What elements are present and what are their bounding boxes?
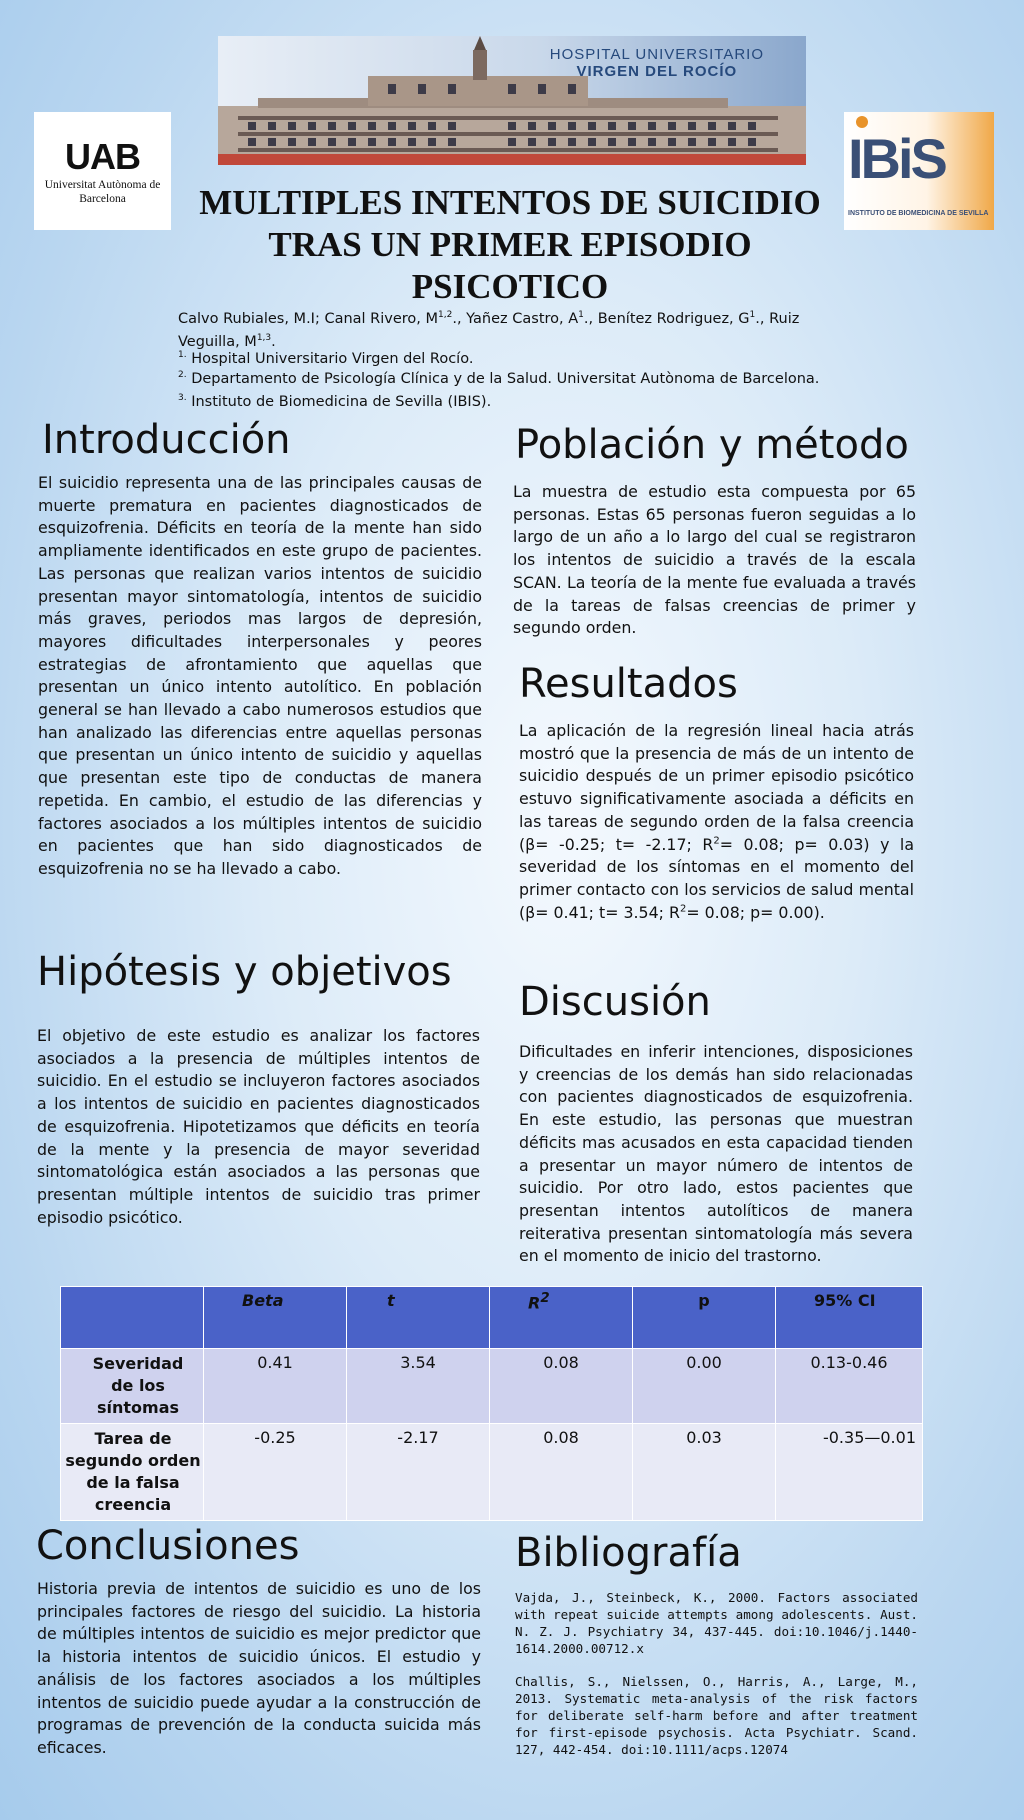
table-row-label: Severidad de los síntomas: [61, 1349, 204, 1424]
table-cell-t: 3.54: [347, 1349, 490, 1424]
hospital-logo-line2: VIRGEN DEL ROCÍO: [576, 63, 738, 80]
authors: [178, 306, 858, 352]
poster-title-line1: MULTIPLES INTENTOS DE SUICIDIO: [199, 183, 821, 222]
conclusiones-heading: Conclusiones: [36, 1523, 300, 1569]
resultados-sup-1: 2: [713, 835, 720, 847]
authors-sup-2: 1: [578, 310, 584, 320]
table-header-ci: 95% CI: [776, 1287, 923, 1349]
poblacion-body: La muestra de estudio esta compuesta por 65 personas. Estas 65 personas fueron seguidas a lo largo de un año a lo largo del cual se registraron los intentos de suicidio a través de la escala SCAN. La teoría de la mente fue evaluada a través de la tareas de falsas creencias de primer y segundo orden.: [513, 482, 916, 638]
bibliografia-heading: Bibliografía: [515, 1530, 742, 1576]
table-cell-r2: 0.08: [490, 1424, 633, 1521]
resultados-body-c: = 0.08; p= 0.00).: [686, 902, 825, 922]
uab-logo-letters: UAB: [65, 136, 140, 177]
poster-title: [180, 182, 840, 308]
table-cell-t: -2.17: [347, 1424, 490, 1521]
hospital-logo: [218, 36, 806, 165]
introduccion-body: El suicidio representa una de las principales causas de muerte prematura en pacientes diagnosticados de esquizofrenia. Déficits en teoría de la mente han sido ampliamente identificados en este grupo de pacientes. Las personas que realizan varios intentos de suicidio presentan mayor sintomatología, intentos de suicidio más graves, periodos mas largos de depresión, mayores dificultades interpersonales y peores estrategias de afrontamiento que aquellas que presentan un único intento autolítico. En población general se han llevado a cabo numerosos estudios que han analizado las diferencias entre aquellas personas que presentan un único intento de suicidio y aquellas que presentan este tipo de conductas de manera repetida. En cambio, el estudio de las diferencias y factores asociados a los múltiples intentos de suicidio en pacientes que han sido diagnosticados de esquizofrenia no se ha llevado a cabo.: [38, 473, 482, 878]
uab-logo: [34, 112, 171, 230]
affiliation-2: [178, 366, 819, 389]
affiliation-1-mark: 1.: [178, 350, 187, 360]
hipotesis-heading: Hipótesis y objetivos: [37, 949, 452, 995]
table-row-label: Tarea de segundo orden de la falsa creencia: [61, 1424, 204, 1521]
table-cell-ci: -0.35—0.01: [776, 1424, 923, 1521]
authors-text-4: ., Ruiz Veguilla, M: [178, 310, 800, 350]
authors-text-5: .: [271, 333, 276, 350]
hospital-logo-text: [550, 46, 764, 80]
table-cell-ci: 0.13-0.46: [776, 1349, 923, 1424]
hipotesis-body: El objetivo de este estudio es analizar los factores asociados a la presencia de múltiples intentos de suicidio. En el estudio se incluyeron factores asociados a los intentos de suicidio en pacientes diagnosticados de esquizofrenia. Hipotetizamos que déficits en teoría de la mente y la presencia de mayor severidad sintomatológica están asociados a las personas que presentan múltiple intentos de suicidio tras primer episodio psicótico.: [37, 1026, 480, 1227]
reference-item-1: Vajda, J., Steinbeck, K., 2000. Factors associated with repeat suicide attempts among adolescents. Aust. N. Z. J. Psychiatry 34, 437-445. doi:10.1046/j.1440-1614.2000.00712.x: [515, 1590, 918, 1656]
table-header-r: R: [528, 1293, 541, 1313]
hospital-logo-line1: HOSPITAL UNIVERSITARIO: [549, 46, 764, 63]
introduccion-heading: Introducción: [42, 417, 291, 463]
affiliation-2-mark: 2.: [178, 370, 187, 380]
table-row: [61, 1349, 923, 1424]
resultados-body-b: = 0.08; p= 0.03) y la severidad de los síntomas en el momento del primer contacto con los servicios de salud mental (β= 0.41; t= 3.54; R: [519, 834, 914, 922]
table-header-r2: [490, 1287, 633, 1349]
ibis-logo: [844, 112, 994, 230]
resultados-body-a: La aplicación de la regresión lineal hacia atrás mostró que la presencia de más de un intento de suicidio después de un primer episodio psicótico estuvo significativamente asociada a déficits en las tareas de segundo orden de la falsa creencia (β= -0.25; t= -2.17; R: [519, 721, 914, 854]
resultados-sup-2: 2: [679, 903, 687, 915]
resultados-heading: Resultados: [519, 661, 738, 707]
poblacion-heading: Población y método: [515, 422, 909, 468]
discusion-body: Dificultades en inferir intenciones, disposiciones y creencias de los demás han sido relacionadas con pacientes diagnosticados de esquizofrenia. En este estudio, las personas que muestran déficits mas acusados en esta capacidad tienden a presentar un mayor número de intentos de suicidio. Por otro lado, estos pacientes que presentan intentos autolíticos de manera reiterativa presentan sintomatología más severa en el momento de inicio del trastorno.: [519, 1042, 913, 1266]
affiliation-2-text: Departamento de Psicología Clínica y de la Salud. Universitat Autònoma de Barcelona.: [191, 370, 820, 387]
ibis-logo-mark: IBiS: [848, 127, 945, 190]
authors-sup-4: 1,3: [256, 332, 272, 343]
table-row: [61, 1424, 923, 1521]
affiliation-3: [178, 389, 491, 412]
poster-title-line3: PSICOTICO: [411, 267, 609, 306]
table-header-p: p: [633, 1287, 776, 1349]
authors-text-1: Calvo Rubiales, M.I; Canal Rivero, M: [178, 310, 439, 327]
poster-title-line2: TRAS UN PRIMER EPISODIO: [268, 225, 752, 264]
table-cell-beta: 0.41: [204, 1349, 347, 1424]
reference-item-2: Challis, S., Nielssen, O., Harris, A., Large, M., 2013. Systematic meta-analysis of the risk factors for deliberate self-harm before and after treatment for first-episode psychosis. Acta Psychiatr. Scand. 127, 442-454. doi:10.1111/acps.12074: [515, 1674, 918, 1757]
table-header-row: [61, 1287, 923, 1349]
affiliation-1-text: Hospital Universitario Virgen del Rocío.: [191, 350, 474, 367]
authors-text-2: ., Yañez Castro, A: [452, 310, 579, 327]
table-header-r-sup: 2: [540, 1291, 550, 1306]
affiliation-3-mark: 3.: [178, 393, 187, 403]
authors-text-3: ., Benítez Rodriguez, G: [583, 310, 750, 327]
resultados-body: [519, 720, 914, 924]
affiliation-3-text: Instituto de Biomedicina de Sevilla (IBIS).: [191, 393, 492, 410]
authors-sup-3: 1: [749, 310, 756, 320]
results-table: [60, 1286, 923, 1521]
table-header-beta: Beta: [204, 1287, 347, 1349]
table-cell-beta: -0.25: [204, 1424, 347, 1521]
table-header-t: t: [347, 1287, 490, 1349]
table-cell-p: 0.03: [633, 1424, 776, 1521]
table-cell-p: 0.00: [633, 1349, 776, 1424]
table-header-empty: [61, 1287, 204, 1349]
ibis-logo-subtitle: INSTITUTO DE BIOMEDICINA DE SEVILLA: [848, 210, 989, 217]
uab-logo-name: Universitat Autònoma de Barcelona: [44, 179, 161, 205]
discusion-heading: Discusión: [519, 979, 711, 1025]
conclusiones-body: Historia previa de intentos de suicidio es uno de los principales factores de riesgo del suicidio. La historia de múltiples intentos de suicidio es mejor predictor que la historia intentos de suicidio únicos. El estudio y análisis de los factores asociados a los múltiples intentos de suicidio puede ayudar a la construcción de programas de prevención de la conducta suicida más eficaces.: [37, 1579, 481, 1757]
authors-sup-1: 1,2: [438, 310, 453, 320]
table-cell-r2: 0.08: [490, 1349, 633, 1424]
